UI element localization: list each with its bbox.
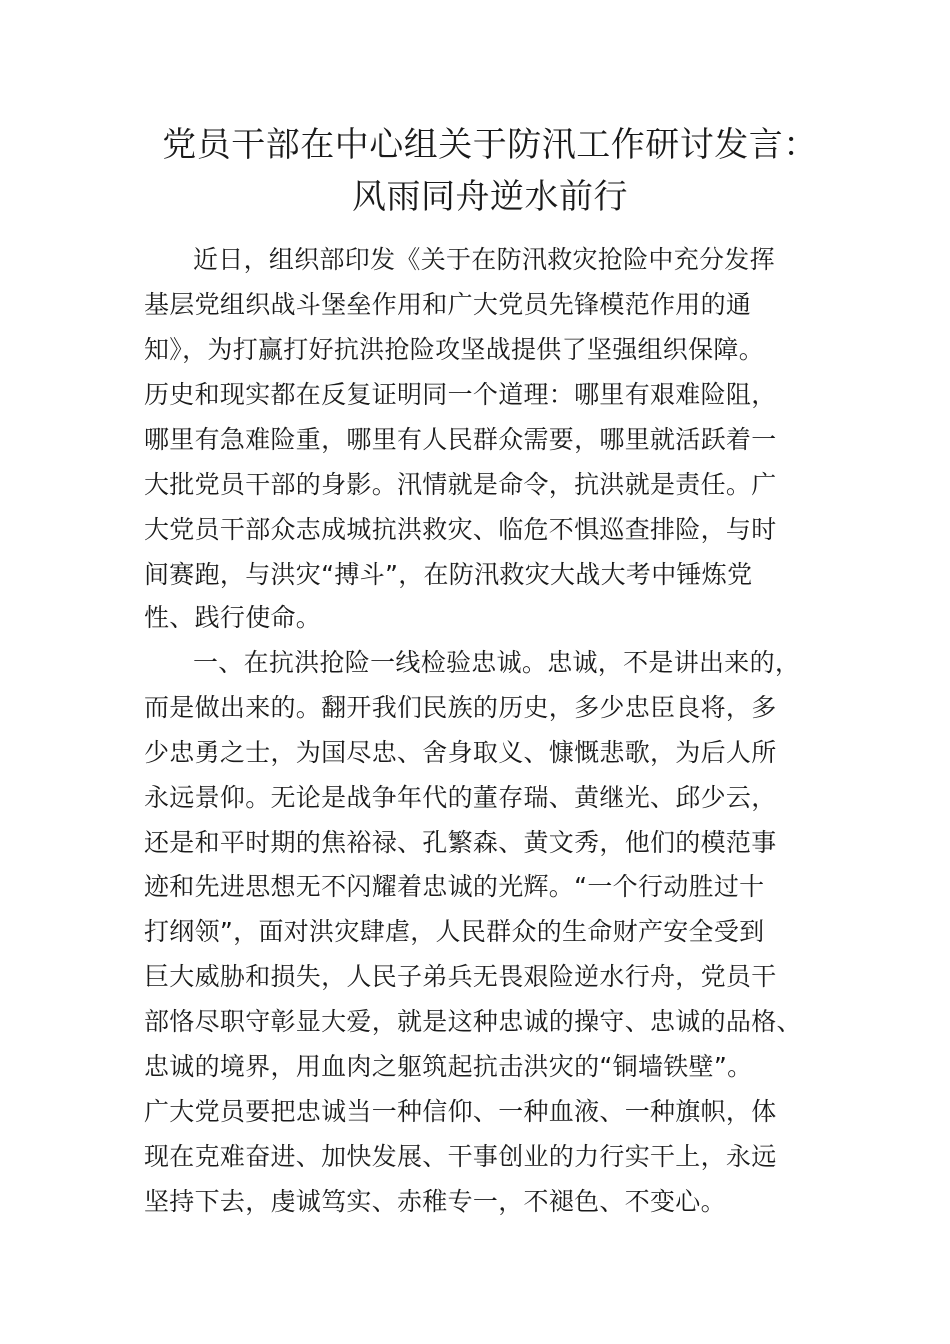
paragraph-2-line: 永远景仰。无论是战争年代的董存瑞、黄继光、邱少云，	[144, 783, 777, 812]
paragraph-1-line: 大党员干部众志成城抗洪救灾、临危不惧巡查排险，与时	[144, 515, 777, 544]
paragraph-2-line: 还是和平时期的焦裕禄、孔繁森、黄文秀，他们的模范事	[144, 828, 777, 857]
paragraph-1-line: 间赛跑，与洪灾“搏斗”，在防汛救灾大战大考中锤炼党	[144, 560, 753, 589]
paragraph-2-line: 部恪尽职守彰显大爱，就是这种忠诚的操守、忠诚的品格、	[144, 1007, 802, 1036]
paragraph-2-line: 忠诚的境界，用血肉之躯筑起抗击洪灾的“铜墙铁壁”。	[144, 1052, 753, 1081]
paragraph-1-line: 基层党组织战斗堡垒作用和广大党员先锋模范作用的通	[144, 290, 752, 319]
paragraph-2-line: 广大党员要把忠诚当一种信仰、一种血液、一种旗帜，体	[144, 1097, 777, 1126]
paragraph-2-line: 少忠勇之士，为国尽忠、舍身取义、慷慨悲歌，为后人所	[144, 738, 777, 767]
paragraph-2-line: 一、在抗洪抢险一线检验忠诚。忠诚，不是讲出来的，	[193, 648, 801, 677]
paragraph-2-line: 而是做出来的。翻开我们民族的历史，多少忠臣良将，多	[144, 693, 777, 722]
paragraph-1-line: 知》，为打赢打好抗洪抢险攻坚战提供了坚强组织保障。	[144, 335, 765, 364]
paragraph-2-line: 迹和先进思想无不闪耀着忠诚的光辉。“一个行动胜过十	[144, 872, 765, 901]
paragraph-2-line: 坚持下去，虔诚笃实、赤稚专一，不褪色、不变心。	[144, 1187, 726, 1216]
document-title-line-1: 党员干部在中心组关于防汛工作研讨发言：	[162, 125, 818, 165]
document-title-line-2: 风雨同舟逆水前行	[352, 177, 628, 217]
paragraph-1-line: 历史和现实都在反复证明同一个道理：哪里有艰难险阻，	[144, 380, 777, 409]
paragraph-1-line: 近日，组织部印发《关于在防汛救灾抢险中充分发挥	[193, 245, 775, 274]
paragraph-1-line: 性、践行使命。	[144, 603, 322, 632]
paragraph-1-line: 大批党员干部的身影。汛情就是命令，抗洪就是责任。广	[144, 470, 777, 499]
paragraph-2-line: 打纲领”，面对洪灾肆虐，人民群众的生命财产安全受到	[144, 917, 765, 946]
paragraph-2-line: 巨大威胁和损失，人民子弟兵无畏艰险逆水行舟，党员干	[144, 962, 777, 991]
paragraph-1-line: 哪里有急难险重，哪里有人民群众需要，哪里就活跃着一	[144, 425, 777, 454]
paragraph-2-line: 现在克难奋进、加快发展、干事创业的力行实干上，永远	[144, 1142, 777, 1171]
